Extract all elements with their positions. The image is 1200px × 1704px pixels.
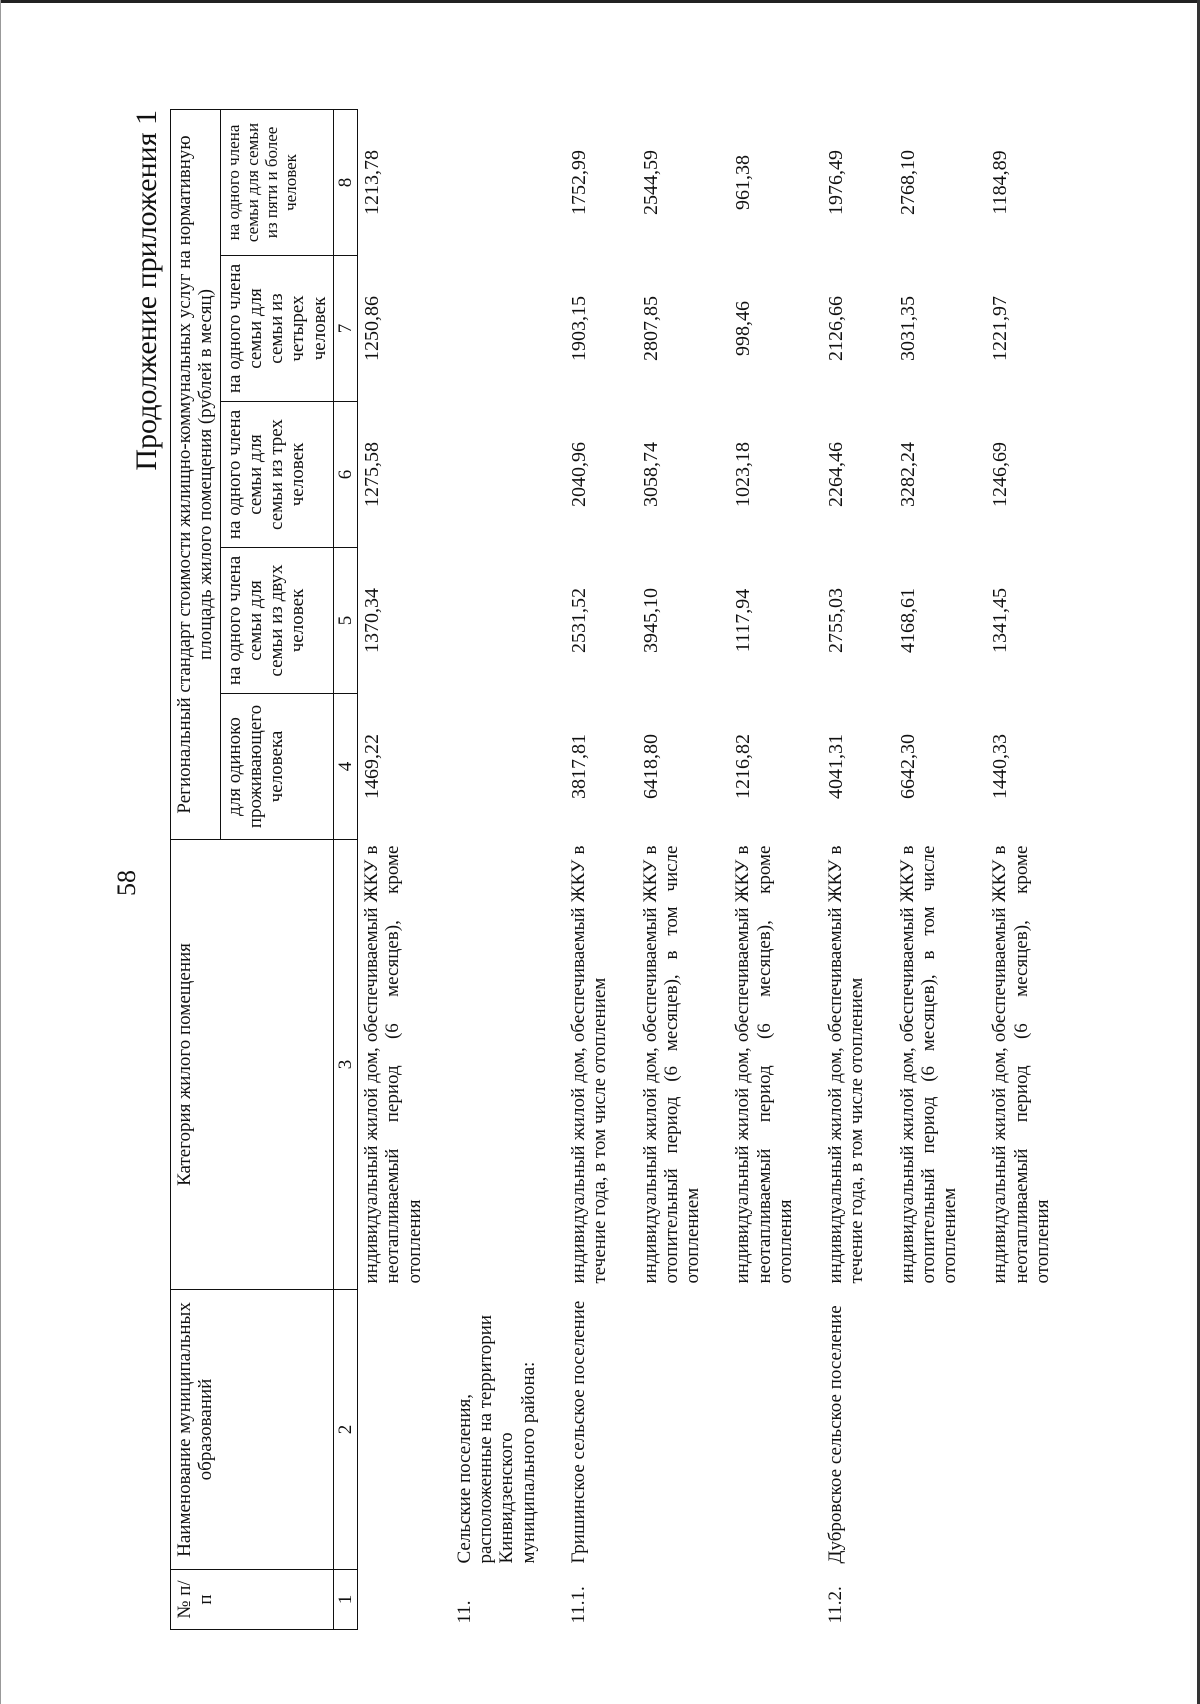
continuation-title: Продолжение приложения 1: [130, 110, 163, 471]
value-three: 3282,24: [896, 442, 919, 507]
row-number: 11.: [453, 1600, 475, 1624]
value-single: 1440,33: [989, 734, 1012, 799]
value-five: [428, 109, 542, 255]
value-three: 2264,46: [825, 442, 848, 507]
row-number: 11.2.: [825, 1586, 847, 1624]
header-category: Категория жилого помещения: [171, 840, 334, 1290]
value-four: 1903,15: [567, 296, 590, 361]
gutter-line: [0, 0, 1, 1704]
rotated-page: [60, 90, 1140, 1650]
row-category: индивидуальный жилой дом, обеспечиваемый ЖКУ в отопительный период (6 месяцев), в том числе отоплением: [639, 845, 704, 1284]
row-number: [614, 1570, 707, 1630]
column-index: 1: [333, 1570, 357, 1630]
header-municipality: Наименование муниципальных образований: [171, 1290, 334, 1570]
table-row: [428, 109, 542, 1629]
row-number: [963, 1570, 1056, 1630]
value-single: 3817,81: [567, 734, 590, 799]
scan-edge-top: [0, 0, 1200, 3]
value-four: 2126,66: [825, 296, 848, 361]
value-single: [428, 694, 542, 840]
table-row: [614, 109, 707, 1629]
table-body: [358, 109, 1057, 1629]
value-single: 1469,22: [361, 734, 384, 799]
row-category: индивидуальный жилой дом, обеспечиваемый ЖКУ в течение года, в том числе отоплением: [567, 845, 611, 1284]
row-category: индивидуальный жилой дом, обеспечиваемый ЖКУ в неотапливаемый период (6 месяцев), кроме отопления: [732, 845, 796, 1284]
value-two: 2531,52: [567, 588, 590, 653]
value-two: 2755,03: [825, 588, 848, 653]
value-five: 2544,59: [639, 149, 662, 215]
column-index: 5: [333, 548, 357, 694]
table-row: [358, 109, 428, 1629]
header-five: на одного члена семьи для семьи из пяти и более человек: [220, 109, 333, 255]
row-municipality: Дубровское сельское поселение: [825, 1305, 847, 1564]
value-three: 1275,58: [361, 442, 384, 507]
value-five: 1184,89: [989, 150, 1012, 215]
value-four: 1250,86: [361, 296, 384, 361]
row-municipality: [614, 1290, 707, 1570]
row-number: [871, 1570, 964, 1630]
value-four: 998,46: [732, 301, 755, 356]
table-row: [542, 109, 614, 1629]
table-row: [871, 109, 964, 1629]
row-number: [706, 1570, 799, 1630]
value-four: [428, 256, 542, 402]
value-single: 4041,31: [825, 734, 848, 799]
row-municipality: Сельские поселения, расположенные на территории Кинвидзенского муниципального района:: [453, 1314, 539, 1564]
value-three: 1246,69: [989, 442, 1012, 507]
table-row: [799, 109, 871, 1629]
column-index: 3: [333, 840, 357, 1290]
row-category: [428, 840, 542, 1290]
row-category: индивидуальный жилой дом, обеспечиваемый ЖКУ в отопительный период (6 месяцев), в том числе отоплением: [896, 845, 961, 1284]
row-municipality: [963, 1290, 1056, 1570]
value-five: 1213,78: [361, 149, 384, 215]
table-row: [963, 109, 1056, 1629]
value-five: 1976,49: [825, 149, 848, 215]
value-two: 4168,61: [896, 588, 919, 653]
value-two: 1341,45: [989, 588, 1012, 653]
header-four: на одного члена семьи для семьи из четырех человек: [220, 256, 333, 402]
value-four: 3031,35: [896, 296, 919, 361]
column-index: 2: [333, 1290, 357, 1570]
row-municipality: [871, 1290, 964, 1570]
value-two: 1370,34: [361, 588, 384, 653]
column-index: 4: [333, 694, 357, 840]
value-four: 2807,85: [639, 296, 662, 361]
value-three: 2040,96: [567, 442, 590, 507]
row-municipality: [706, 1290, 799, 1570]
header-group: Региональный стандарт стоимости жилищно-коммунальных услуг на нормативную площадь жилого помещения (рублей в месяц): [171, 109, 221, 839]
column-index: 7: [333, 256, 357, 402]
value-three: 1023,18: [732, 442, 755, 507]
value-five: 1752,99: [567, 149, 590, 215]
value-two: 3945,10: [639, 588, 662, 653]
value-three: 3058,74: [639, 442, 662, 507]
row-category: индивидуальный жилой дом, обеспечиваемый ЖКУ в течение года, в том числе отоплением: [825, 845, 868, 1284]
row-municipality: [358, 1290, 428, 1570]
row-municipality: Гришинское сельское поселение: [567, 1300, 589, 1564]
value-single: 6642,30: [896, 734, 919, 799]
page-number: 58: [112, 870, 141, 896]
value-single: 6418,80: [639, 734, 662, 799]
value-five: 961,38: [732, 154, 755, 210]
header-single: для одиноко проживающего человека: [220, 694, 333, 840]
header-three: на одного члена семьи для семьи из трех человек: [220, 402, 333, 548]
value-single: 1216,82: [732, 734, 755, 799]
row-category: индивидуальный жилой дом, обеспечиваемый ЖКУ в неотапливаемый период (6 месяцев), кроме отопления: [361, 845, 425, 1284]
value-five: 2768,10: [896, 149, 919, 215]
value-two: 1117,94: [732, 588, 755, 653]
table-header: [171, 109, 358, 1629]
column-index: 8: [333, 109, 357, 255]
value-two: [428, 548, 542, 694]
row-category: индивидуальный жилой дом, обеспечиваемый ЖКУ в неотапливаемый период (6 месяцев), кроме отопления: [989, 845, 1053, 1284]
value-three: [428, 402, 542, 548]
table-row: [706, 109, 799, 1629]
column-index: 6: [333, 402, 357, 548]
row-number: 11.1.: [567, 1586, 589, 1624]
value-four: 1221,97: [989, 296, 1012, 361]
header-two: на одного члена семьи для семьи из двух человек: [220, 548, 333, 694]
header-num: № п/п: [171, 1570, 334, 1630]
row-number: [358, 1570, 428, 1630]
column-index-row: [333, 109, 357, 1629]
tariff-table: [170, 109, 1056, 1630]
